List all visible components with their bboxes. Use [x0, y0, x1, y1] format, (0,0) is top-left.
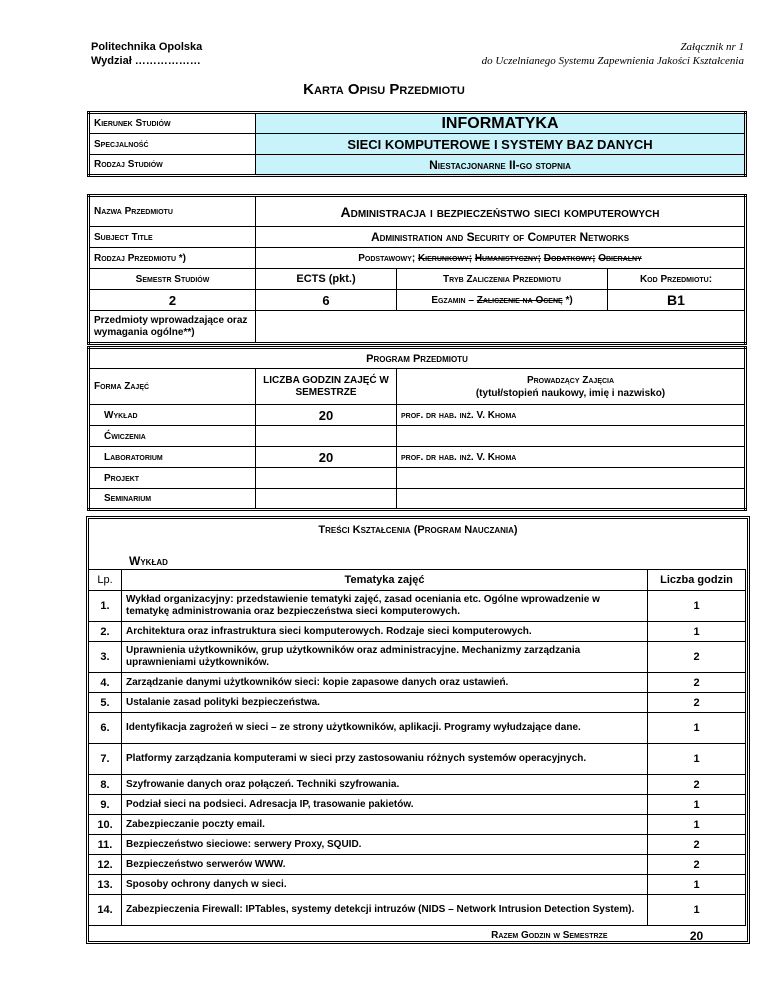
- row-lp: 7.: [89, 744, 122, 775]
- specjalnosc-value: SIECI KOMPUTEROWE I SYSTEMY BAZ DANYCH: [256, 134, 746, 155]
- row-hours: 1: [648, 744, 746, 775]
- page-title: Karta Opisu Przedmiotu: [303, 81, 465, 98]
- who-cwiczenia: [397, 426, 746, 447]
- table-row: [89, 815, 746, 835]
- row-lp: 3.: [89, 642, 122, 673]
- kod-value: B1: [608, 290, 746, 311]
- wyklad-heading: Wykład: [129, 554, 168, 568]
- row-lp: 10.: [89, 815, 122, 835]
- row-hours: 1: [648, 591, 746, 622]
- option-kierunkowy: Kierunkowy;: [417, 252, 473, 264]
- rodzaj-przedmiotu-label: Rodzaj Przedmiotu *): [89, 248, 256, 269]
- row-topic: Zabezpieczenia Firewall: IPTables, systemy detekcji intruzów (NIDS – Network Intrusion Detection System).: [122, 895, 648, 926]
- col-hours-header: Liczba godzin: [648, 570, 746, 591]
- form-laboratorium: Laboratorium: [89, 447, 256, 468]
- table-row: [89, 744, 746, 775]
- table-row: [89, 693, 746, 713]
- university-name: Politechnika Opolska: [91, 41, 203, 53]
- table-row: [89, 591, 746, 622]
- option-humanistyczny: Humanistyczny;: [474, 252, 541, 264]
- row-topic: Ustalanie zasad polityki bezpieczeństwa.: [122, 693, 648, 713]
- nazwa-label: Nazwa Przedmiotu: [89, 196, 256, 227]
- subject-title-value: Administration and Security of Computer Networks: [256, 227, 746, 248]
- table-row: [89, 642, 746, 673]
- row-lp: 5.: [89, 693, 122, 713]
- row-hours: 2: [648, 642, 746, 673]
- row-hours: 2: [648, 693, 746, 713]
- table-row: [89, 795, 746, 815]
- who-laboratorium: prof. dr hab. inż. V. Khoma: [397, 447, 746, 468]
- row-topic: Uprawnienia użytkowników, grup użytkowników oraz administracyjne. Mechanizmy zarządzania uprawnieniami użytkowników.: [122, 642, 648, 673]
- row-topic: Wykład organizacyjny: przedstawienie tematyki zajęć, zasad oceniania etc. Ogólne wprowadzenie w tematykę administrowania oraz bezpieczeństwa sieci komputerowych.: [122, 591, 648, 622]
- row-hours: 1: [648, 815, 746, 835]
- row-topic: Platformy zarządzania komputerami w sieci przy zastosowaniu różnych systemów operacyjnych.: [122, 744, 648, 775]
- content-table: [88, 569, 746, 946]
- row-topic: Szyfrowanie danych oraz połączeń. Techniki szyfrowania.: [122, 775, 648, 795]
- form-seminarium: Seminarium: [89, 489, 256, 510]
- rodzaj-przedmiotu-options: [256, 248, 746, 269]
- hours-seminarium: [256, 489, 397, 510]
- table-row: [89, 622, 746, 642]
- table-row: [89, 673, 746, 693]
- table-row: [89, 875, 746, 895]
- forma-label: Forma Zajęć: [89, 369, 256, 405]
- tryb-value: [397, 290, 608, 311]
- total-value: 20: [689, 928, 704, 943]
- table-row: [89, 855, 746, 875]
- row-hours: 2: [648, 775, 746, 795]
- ects-label: ECTS (pkt.): [256, 269, 397, 290]
- row-hours: 2: [648, 673, 746, 693]
- liczba-label: LICZBA GODZIN ZAJĘĆ W SEMESTRZE: [256, 369, 397, 405]
- row-topic: Bezpieczeństwo sieciowe: serwery Proxy, SQUID.: [122, 835, 648, 855]
- row-topic: Bezpieczeństwo serwerów WWW.: [122, 855, 648, 875]
- rodzaj-studiow-label: Rodzaj Studiów: [89, 155, 256, 176]
- row-hours: 1: [648, 713, 746, 744]
- row-topic: Identyfikacja zagrożeń w sieci – ze strony użytkowników, aplikacji. Programy wyłudzające dane.: [122, 713, 648, 744]
- kierunek-value: INFORMATYKA: [256, 113, 746, 134]
- row-lp: 9.: [89, 795, 122, 815]
- table-row: [89, 895, 746, 926]
- header-left: [91, 40, 202, 68]
- semestr-label: Semestr Studiów: [89, 269, 256, 290]
- form-projekt: Projekt: [89, 468, 256, 489]
- kod-label: Kod Przedmiotu:: [608, 269, 746, 290]
- subject-title-label: Subject Title: [89, 227, 256, 248]
- row-topic: Podział sieci na podsieci. Adresacja IP, trasowanie pakietów.: [122, 795, 648, 815]
- row-lp: 4.: [89, 673, 122, 693]
- row-hours: 1: [648, 875, 746, 895]
- row-hours: 1: [648, 622, 746, 642]
- row-lp: 1.: [89, 591, 122, 622]
- program-title: Program Przedmiotu: [89, 348, 746, 369]
- nazwa-value: Administracja i bezpieczeństwo sieci komputerowych: [256, 196, 746, 227]
- annex-label: Załącznik nr 1: [680, 41, 744, 53]
- row-hours: 2: [648, 855, 746, 875]
- form-cwiczenia: Ćwiczenia: [89, 426, 256, 447]
- row-lp: 8.: [89, 775, 122, 795]
- faculty-name: Wydział ………………: [91, 55, 201, 67]
- row-lp: 2.: [89, 622, 122, 642]
- tryb-egzamin: Egzamin –: [431, 294, 474, 306]
- row-hours: 1: [648, 895, 746, 926]
- table-row: [89, 775, 746, 795]
- ects-value: 6: [256, 290, 397, 311]
- row-lp: 14.: [89, 895, 122, 926]
- row-lp: 6.: [89, 713, 122, 744]
- kierunek-label: Kierunek Studiów: [89, 113, 256, 134]
- row-topic: Zarządzanie danymi użytkowników sieci: kopie zapasowe danych oraz ustawień.: [122, 673, 648, 693]
- semestr-value: 2: [89, 290, 256, 311]
- rodzaj-studiow-value: Niestacjonarne II-go stopnia: [256, 155, 746, 176]
- subject-table: [87, 194, 747, 345]
- prowadzacy-header: [397, 369, 746, 405]
- option-obieralny: Obieralny: [598, 252, 642, 264]
- annex-subtitle: do Uczelnianego Systemu Zapewnienia Jakości Kształcenia: [481, 55, 744, 67]
- prereq-label: Przedmioty wprowadzające oraz wymagania ogólne**): [89, 311, 256, 344]
- row-lp: 12.: [89, 855, 122, 875]
- specjalnosc-label: Specjalność: [89, 134, 256, 155]
- hours-cwiczenia: [256, 426, 397, 447]
- row-hours: 1: [648, 795, 746, 815]
- program-table: [87, 346, 747, 511]
- table-row: [89, 835, 746, 855]
- prowadzacy-label: Prowadzący Zajęcia: [526, 374, 615, 386]
- col-topic-header: Tematyka zajęć: [122, 570, 648, 591]
- row-topic: Architektura oraz infrastruktura sieci komputerowych. Rodzaje sieci komputerowych.: [122, 622, 648, 642]
- tryb-note: *): [565, 294, 573, 306]
- prereq-value: [256, 311, 746, 344]
- row-lp: 11.: [89, 835, 122, 855]
- who-projekt: [397, 468, 746, 489]
- header-right: [482, 40, 744, 68]
- col-lp-header: Lp.: [89, 570, 122, 591]
- who-seminarium: [397, 489, 746, 510]
- option-podstawowy: Podstawowy;: [358, 252, 416, 264]
- row-topic: Sposoby ochrony danych w sieci.: [122, 875, 648, 895]
- hours-wyklad: 20: [256, 405, 397, 426]
- row-topic: Zabezpieczanie poczty email.: [122, 815, 648, 835]
- form-wyklad: Wykład: [89, 405, 256, 426]
- prowadzacy-sub: (tytuł/stopień naukowy, imię i nazwisko): [475, 387, 666, 399]
- study-table: [87, 111, 747, 177]
- content-title: Treści Kształcenia (Program Nauczania): [318, 524, 518, 536]
- hours-laboratorium: 20: [256, 447, 397, 468]
- row-hours: 2: [648, 835, 746, 855]
- total-label: Razem Godzin w Semestrze: [491, 930, 608, 942]
- table-row: [89, 713, 746, 744]
- row-lp: 13.: [89, 875, 122, 895]
- tryb-label: Tryb Zaliczenia Przedmiotu: [397, 269, 608, 290]
- tryb-zaliczenie: Zaliczenie na Ocenę: [476, 294, 563, 306]
- hours-projekt: [256, 468, 397, 489]
- option-dodatkowy: Dodatkowy;: [543, 252, 596, 264]
- who-wyklad: prof. dr hab. inż. V. Khoma: [397, 405, 746, 426]
